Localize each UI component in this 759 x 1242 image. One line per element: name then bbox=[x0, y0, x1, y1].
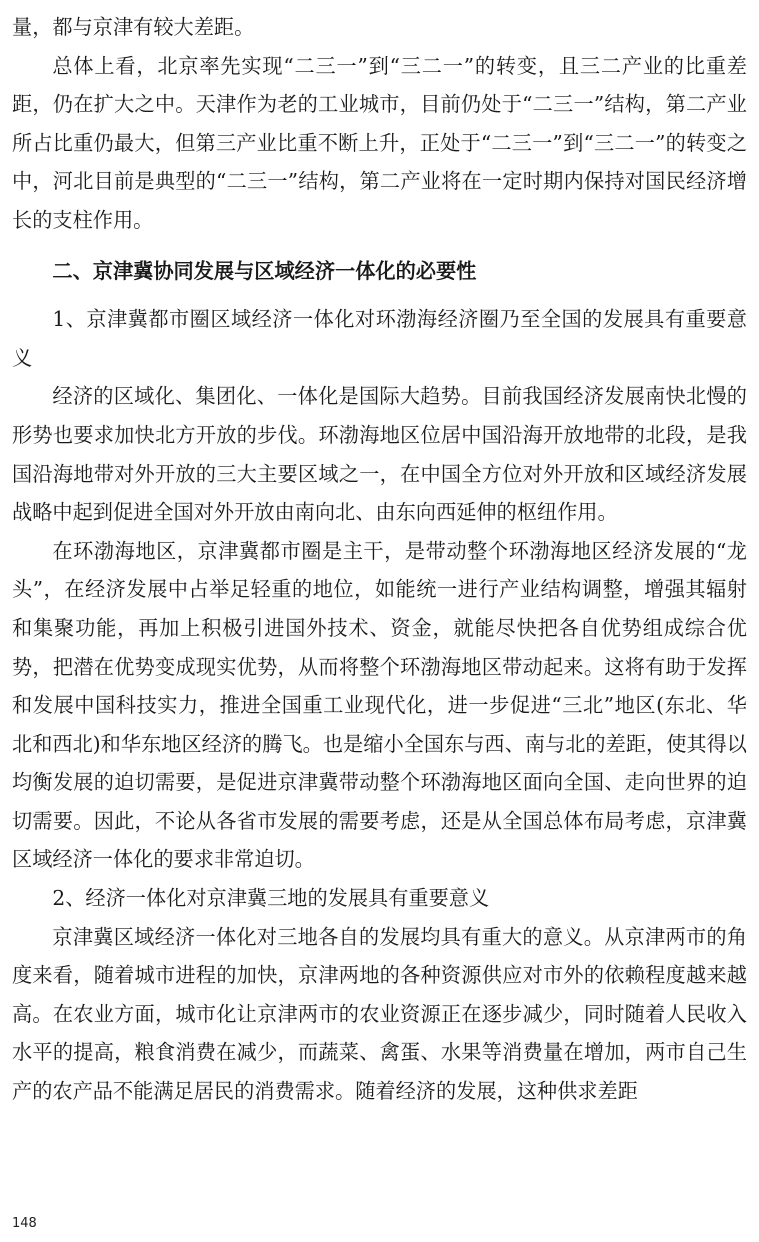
paragraph-industry-structure-summary: 总体上看，北京率先实现“二三一”到“三二一”的转变，且三二产业的比重差距，仍在扩大之中。天津作为老的工业城市，目前仍处于“二三一”结构，第二产业所占比重仍最大，但第三产业比重不断上升，正处于“二三一”到“三二一”的转变之中，河北目前是典型的“二三一”结构，第二产业将在一定时期内保持对国民经济增长的支柱作用。 bbox=[12, 53, 747, 232]
subheading-2: 2、经济一体化对京津冀三地的发展具有重要意义 bbox=[52, 886, 490, 911]
document-page bbox=[12, 8, 747, 1111]
paragraph-regionalization: 经济的区域化、集团化、一体化是国际大趋势。目前我国经济发展南快北慢的形势也要求加快北方开放的步伐。环渤海地区位居中国沿海开放地带的北段，是我国沿海地带对外开放的三大主要区域之一，在中国全方位对外开放和区域经济发展战略中起到促进全国对外开放由南向北、由东向西延伸的枢纽作用。 bbox=[12, 384, 747, 525]
subheading-1: 1、京津冀都市圈区域经济一体化对环渤海经济圈乃至全国的发展具有重要意义 bbox=[12, 307, 747, 370]
paragraph-three-regions: 京津冀区域经济一体化对三地各自的发展均具有重大的意义。从京津两市的角度来看，随着城市进程的加快，京津两地的各种资源供应对市外的依赖程度越来越高。在农业方面，城市化让京津两市的农业资源正在逐步减少，同时随着人民收入水平的提高，粮食消费在减少，而蔬菜、禽蛋、水果等消费量在增加，两市自己生产的农产品不能满足居民的消费需求。随着经济的发展，这种供求差距 bbox=[12, 924, 747, 1104]
page-number: 148 bbox=[12, 1216, 37, 1231]
paragraph-bohai-rim: 在环渤海地区，京津冀都市圈是主干，是带动整个环渤海地区经济发展的“龙头”，在经济发展中占举足轻重的地位，如能统一进行产业结构调整，增强其辐射和集聚功能，再加上积极引进国外技术、资金，就能尽快把各自优势组成综合优势，把潜在优势变成现实优势，从而将整个环渤海地区带动起来。这将有助于发挥和发展中国科技实力，推进全国重工业现代化，进一步促进“三北”地区(东北、华北和西北)和华东地区经济的腾飞。也是缩小全国东与西、南与北的差距，使其得以均衡发展的迫切需要，是促进京津冀带动整个环渤海地区面向全国、走向世界的迫切需要。因此，不论从各省市发展的需要考虑，还是从全国总体布局考虑，京津冀区域经济一体化的要求非常迫切。 bbox=[12, 538, 747, 872]
section-heading: 二、京津冀协同发展与区域经济一体化的必要性 bbox=[52, 258, 477, 283]
paragraph-continuation: 量，都与京津有较大差距。 bbox=[12, 15, 255, 39]
